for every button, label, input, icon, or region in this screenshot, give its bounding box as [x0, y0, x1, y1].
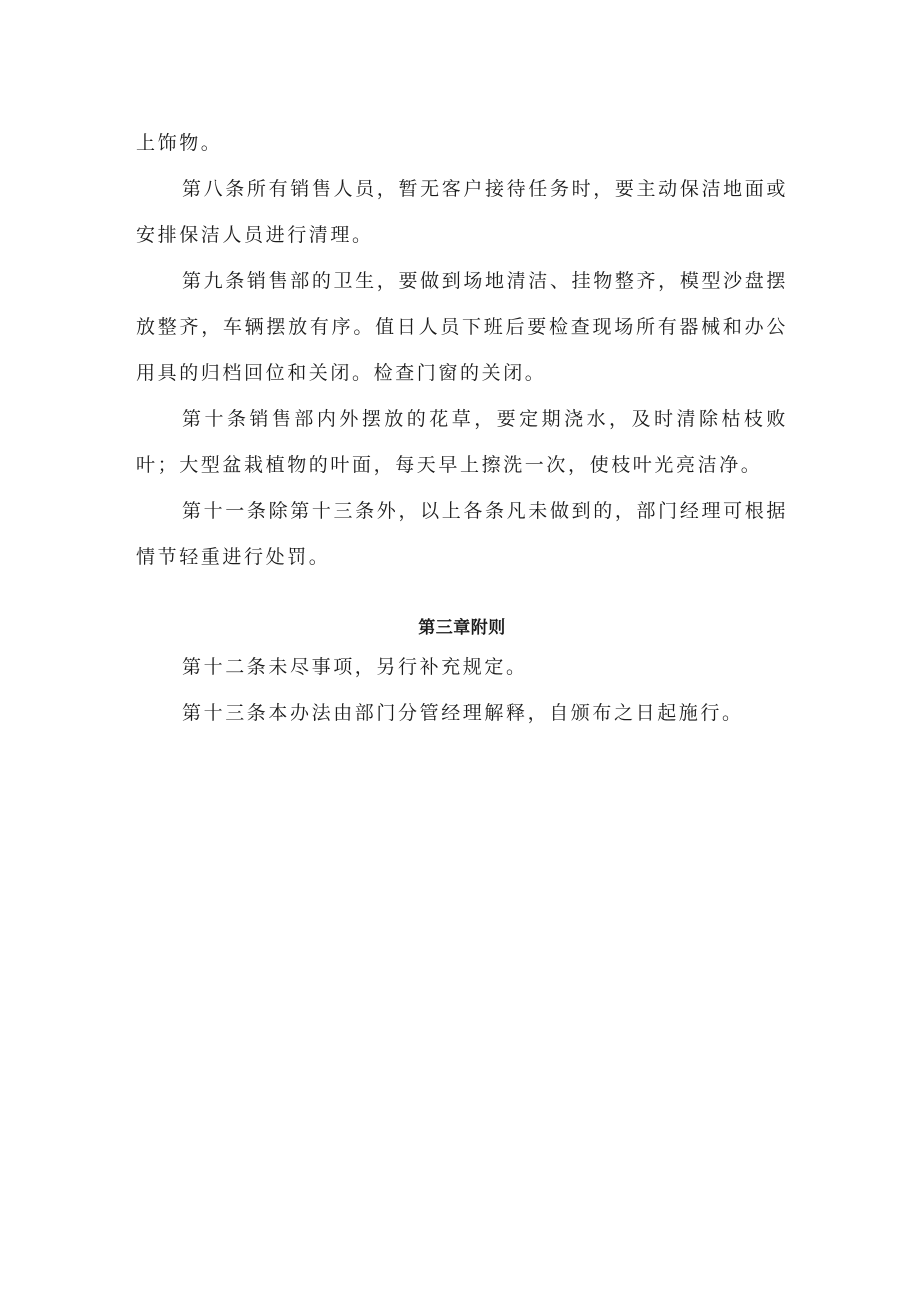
article-12: 第十二条未尽事项，另行补充规定。: [182, 656, 528, 678]
chapter-heading: 第三章附则: [418, 618, 506, 638]
article-8: 第八条所有销售人员，暂无客户接待任务时，要主动保洁地面或安排保洁人员进行清理。: [136, 178, 788, 246]
article-9: 第九条销售部的卫生，要做到场地清洁、挂物整齐，模型沙盘摆放整齐，车辆摆放有序。值日人员下班后要检查现场所有器械和办公用具的归档回位和关闭。检查门窗的关闭。: [136, 270, 788, 384]
article-13: 第十三条本办法由部门分管经理解释，自颁布之日起施行。: [182, 702, 744, 724]
document-body: [136, 120, 788, 736]
article-10: 第十条销售部内外摆放的花草，要定期浇水，及时清除枯枝败叶；大型盆栽植物的叶面，每天早上擦洗一次，使枝叶光亮洁净。: [136, 408, 788, 476]
article-11: 第十一条除第十三条外，以上各条凡未做到的，部门经理可根据情节轻重进行处罚。: [136, 500, 788, 568]
lead-fragment: 上饰物。: [136, 132, 223, 154]
